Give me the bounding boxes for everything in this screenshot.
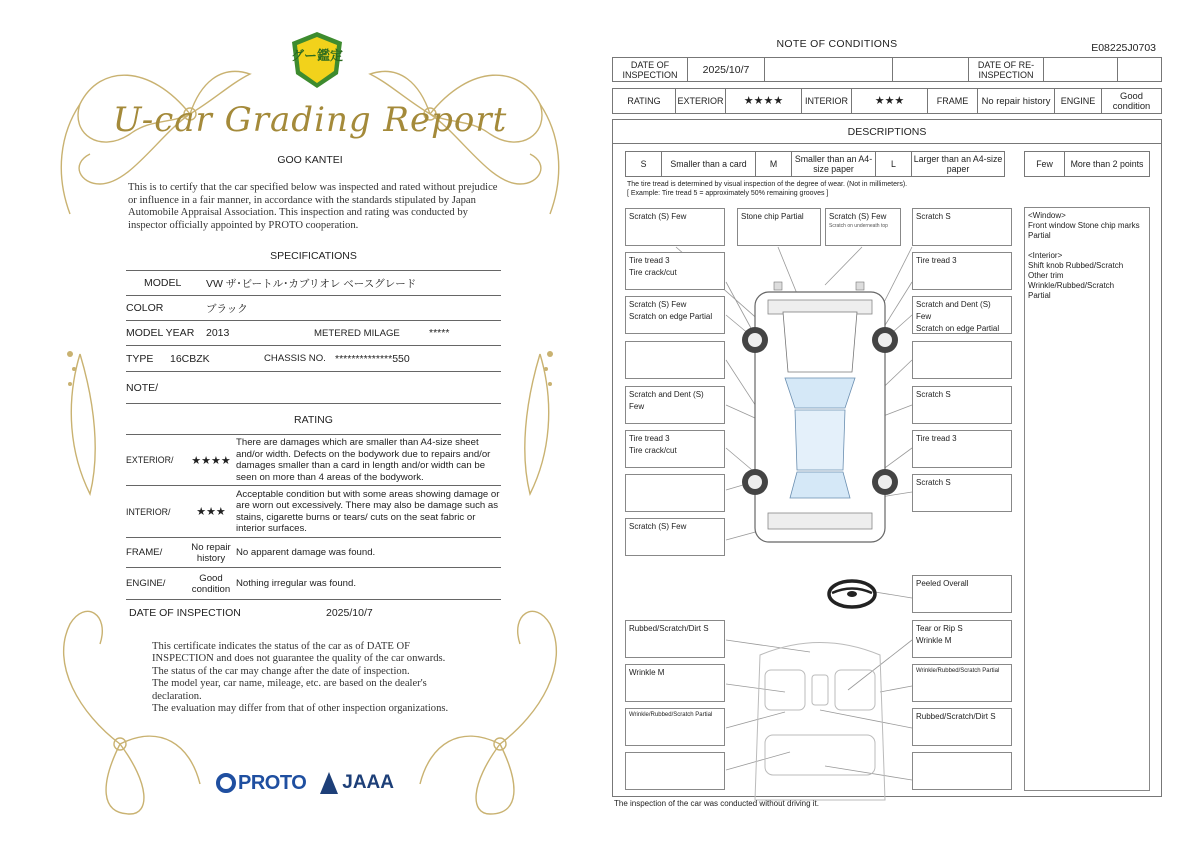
frame-description: No apparent damage was found. bbox=[236, 546, 376, 558]
note-box-steering: Peeled Overall bbox=[912, 575, 1012, 613]
certificate-disclaimer bbox=[152, 641, 482, 715]
note-box-rear-right-tire: Tire tread 3 bbox=[912, 430, 1012, 468]
rating-frame-row bbox=[126, 538, 501, 568]
report-subtitle: GOO KANTEI bbox=[277, 154, 343, 166]
note-box-left-door-trim: Wrinkle/Rubbed/Scratch Partial bbox=[625, 708, 725, 746]
window-notes-heading: <Window> bbox=[1028, 211, 1066, 220]
badge-text: グー鑑定 bbox=[290, 49, 344, 64]
sponsor-logos bbox=[216, 768, 416, 798]
note-box-right-door: Scratch S bbox=[912, 386, 1012, 424]
note-box-rear-right-seat bbox=[912, 752, 1012, 790]
exterior-description: There are damages which are smaller than A4-size sheet and/or width. Defects on the bodywork due to repairs and/or damages smaller than a card in length and/or width can be seen on more than 4 areas of the bodywork. bbox=[236, 437, 491, 483]
certification-statement: This is to certify that the car specified below was inspected and rated without prejudice or influence in a fair manner, in accordance with the standards stipulated by Japan Automobile Appraisal Association. This inspection and rating was conducted by inspector officially appointed by PROTO cooperation. bbox=[128, 182, 498, 231]
blank-cell bbox=[765, 58, 893, 81]
inspection-date-value: 2025/10/7 bbox=[688, 58, 765, 81]
document-id: E08225J0703 bbox=[1091, 42, 1156, 54]
exterior-label: EXTERIOR bbox=[676, 89, 726, 113]
note-of-conditions-title: NOTE OF CONDITIONS bbox=[776, 38, 898, 50]
note-box-rear-left-seat bbox=[625, 752, 725, 790]
rating-heading: RATING bbox=[294, 414, 333, 426]
color-value: ブラック bbox=[206, 302, 248, 315]
note-box-front-left-seat: Wrinkle M bbox=[625, 664, 725, 702]
proto-logo bbox=[216, 772, 306, 795]
disclaimer-line: The evaluation may differ from that of other inspection organizations. bbox=[152, 703, 449, 715]
type-label: TYPE bbox=[126, 352, 154, 365]
model-label: MODEL bbox=[144, 277, 182, 289]
note-label: NOTE/ bbox=[126, 381, 159, 394]
frame-label: FRAME/ bbox=[126, 547, 163, 558]
note-box-right-door-trim: Wrinkle/Rubbed/Scratch Partial bbox=[912, 664, 1012, 702]
exterior-label: EXTERIOR/ bbox=[126, 455, 174, 465]
rating-label: RATING bbox=[613, 89, 676, 113]
interior-label: INTERIOR/ bbox=[126, 506, 171, 517]
note-box-center-console: Rubbed/Scratch/Dirt S bbox=[912, 708, 1012, 746]
interior-notes-heading: <Interior> bbox=[1028, 251, 1063, 260]
rating-engine-row bbox=[126, 568, 501, 600]
scale-few-desc: More than 2 points bbox=[1070, 159, 1144, 169]
scale-l-desc: Larger than an A4-size paper bbox=[913, 154, 1003, 174]
engine-label: ENGINE/ bbox=[126, 578, 166, 589]
reinspection-value bbox=[1044, 58, 1118, 81]
chassis-label: CHASSIS NO. bbox=[264, 353, 326, 364]
jaaa-logo bbox=[320, 772, 394, 794]
note-box-front-right: Scratch S bbox=[912, 208, 1012, 246]
damage-size-scale bbox=[625, 151, 1005, 177]
note-box-front-right-tire: Tire tread 3 bbox=[912, 252, 1012, 290]
note-box-rear-left: Scratch (S) Few bbox=[625, 518, 725, 556]
inspection-date-row bbox=[612, 57, 1162, 82]
note-box-roof bbox=[825, 208, 901, 246]
engine-description: Nothing irregular was found. bbox=[236, 577, 356, 589]
blank-cell bbox=[893, 58, 969, 81]
proto-q-icon bbox=[216, 773, 236, 793]
mileage-value: ***** bbox=[429, 327, 450, 339]
rating-summary-row bbox=[612, 88, 1162, 114]
window-notes-body: Front window Stone chip marks Partial bbox=[1028, 221, 1140, 240]
note-box-windshield: Stone chip Partial bbox=[737, 208, 821, 246]
note-box-left-fender: Scratch (S) Few Scratch on edge Partial bbox=[625, 296, 725, 334]
interior-description: Acceptable condition but with some areas showing damage or are worn out excessively. There may also be damage such as stains, cigarette burns or tears/ cuts on the seat fabric or interior surfaces. bbox=[236, 488, 500, 534]
spec-year-row bbox=[126, 321, 501, 346]
spec-model-row bbox=[126, 270, 501, 296]
color-label: COLOR bbox=[126, 302, 164, 314]
scale-m: M bbox=[756, 152, 792, 176]
reinspection-label: DATE OF RE-INSPECTION bbox=[969, 58, 1044, 81]
note-box-left-quarter bbox=[625, 474, 725, 512]
note-box-left-door: Scratch and Dent (S) Few bbox=[625, 386, 725, 424]
scale-l: L bbox=[876, 152, 912, 176]
frame-value: No repair history bbox=[978, 89, 1055, 113]
scale-s-desc: Smaller than a card bbox=[662, 152, 756, 176]
rating-interior-row bbox=[126, 486, 501, 538]
note-box-right-door-front bbox=[912, 341, 1012, 379]
scale-few: Few bbox=[1025, 152, 1065, 176]
note-box-rear-left-tire: Tire tread 3 Tire crack/cut bbox=[625, 430, 725, 468]
blank-cell bbox=[1118, 58, 1161, 81]
model-value: VW ザ･ビートル･カブリオレ ベースグレード bbox=[206, 277, 417, 290]
damage-count-scale bbox=[1024, 151, 1150, 177]
note-box-front-left-tire: Tire tread 3 Tire crack/cut bbox=[625, 252, 725, 290]
interior-stars: ★★★ bbox=[852, 89, 928, 113]
chassis-value: **************550 bbox=[335, 352, 410, 365]
frame-value: No repair history bbox=[191, 541, 231, 564]
exterior-stars: ★★★★ bbox=[726, 89, 802, 113]
no-driving-notice: The inspection of the car was conducted without driving it. bbox=[614, 799, 819, 808]
roof-note-detail: Scratch on underneath top bbox=[829, 223, 888, 229]
interior-label: INTERIOR bbox=[802, 89, 852, 113]
disclaimer-line: The status of the car may change after the date of inspection. bbox=[152, 665, 410, 677]
date-of-inspection-row bbox=[126, 600, 501, 626]
tread-note-line: [ Example: Tire tread 5 = approximately 50% remaining grooves ] bbox=[627, 190, 829, 197]
tire-tread-note bbox=[627, 180, 907, 198]
specifications-heading: SPECIFICATIONS bbox=[270, 250, 357, 262]
inspection-date-label: DATE OF INSPECTION bbox=[613, 58, 688, 81]
engine-label: ENGINE bbox=[1055, 89, 1102, 113]
disclaimer-line: INSPECTION and does not guarantee the quality of the car onwards. bbox=[152, 653, 446, 665]
report-title: U-car Grading Report bbox=[112, 100, 508, 140]
note-box-trunk: Scratch S bbox=[912, 474, 1012, 512]
scale-m-desc: Smaller than an A4-size paper bbox=[792, 152, 876, 176]
disclaimer-line: This certificate indicates the status of the car as of DATE OF bbox=[152, 641, 410, 652]
rating-exterior-row bbox=[126, 434, 501, 486]
model-year-label: MODEL YEAR bbox=[126, 327, 195, 339]
date-label: DATE OF INSPECTION bbox=[129, 607, 241, 619]
note-box-front-right-seat: Tear or Rip S Wrinkle M bbox=[912, 620, 1012, 658]
interior-stars: ★★★ bbox=[196, 506, 226, 518]
disclaimer-line: The model year, car name, mileage, etc. are based on the dealer's bbox=[152, 678, 427, 690]
roof-note: Scratch (S) Few bbox=[829, 212, 887, 221]
note-box-front-left: Scratch (S) Few bbox=[625, 208, 725, 246]
scale-s: S bbox=[626, 152, 662, 176]
additional-notes-panel bbox=[1024, 207, 1150, 791]
mileage-label: METERED MILAGE bbox=[314, 327, 400, 339]
grading-certificate bbox=[40, 24, 580, 834]
exterior-stars: ★★★★ bbox=[191, 454, 231, 467]
spec-note-row bbox=[126, 372, 501, 404]
disclaimer-line: declaration. bbox=[152, 690, 202, 702]
interior-notes-body: Shift knob Rubbed/Scratch Other trim Wrinkle/Rubbed/Scratch Partial bbox=[1028, 261, 1124, 300]
jaaa-mark-icon bbox=[320, 772, 338, 794]
note-box-right-fender: Scratch and Dent (S) Few Scratch on edge Partial bbox=[912, 296, 1012, 334]
proto-logo-text: PROTO bbox=[238, 771, 307, 794]
goo-kantei-badge-icon bbox=[286, 30, 348, 92]
engine-value: Good condition bbox=[1112, 90, 1151, 111]
descriptions-heading: DESCRIPTIONS bbox=[613, 120, 1161, 144]
note-box-left-door-front bbox=[625, 341, 725, 379]
date-value: 2025/10/7 bbox=[326, 607, 373, 619]
jaaa-logo-text: JAAA bbox=[342, 772, 394, 793]
frame-label: FRAME bbox=[928, 89, 978, 113]
tread-note-line: The tire tread is determined by visual inspection of the degree of wear. (Not in millimeters). bbox=[627, 181, 908, 188]
spec-type-row bbox=[126, 346, 501, 372]
note-box-dashboard: Rubbed/Scratch/Dirt S bbox=[625, 620, 725, 658]
model-year-value: 2013 bbox=[206, 327, 230, 339]
spec-color-row bbox=[126, 296, 501, 321]
engine-value: Good condition bbox=[191, 572, 231, 595]
type-value: 16CBZK bbox=[170, 352, 210, 365]
